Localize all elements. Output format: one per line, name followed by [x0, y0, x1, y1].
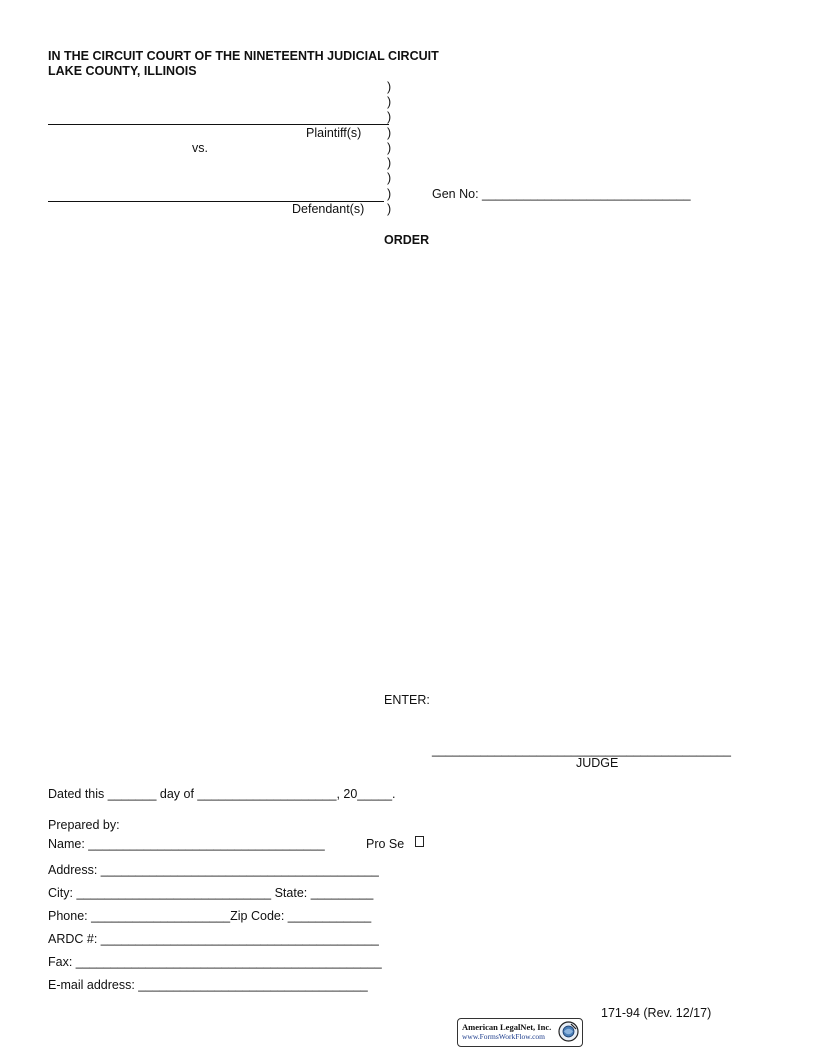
prepared-by-heading: Prepared by:: [48, 818, 120, 832]
paren: ): [387, 187, 392, 201]
judge-signature-line[interactable]: ___________________________________________: [432, 743, 731, 757]
form-number: 171-94 (Rev. 12/17): [601, 1006, 712, 1020]
paren: ): [387, 80, 392, 94]
dated-line[interactable]: Dated this _______ day of ____________________, 20_____.: [48, 787, 396, 801]
page-title: ORDER: [384, 233, 430, 247]
paren: ): [387, 202, 392, 216]
ardc-field[interactable]: ARDC #: ________________________________________: [48, 932, 379, 946]
name-field[interactable]: Name: __________________________________: [48, 837, 325, 851]
email-field[interactable]: E-mail address: _________________________________: [48, 978, 368, 992]
vs-label: vs.: [192, 141, 208, 155]
defendant-label: Defendant(s): [292, 202, 365, 216]
plaintiff-line[interactable]: [48, 124, 389, 125]
logo-company-name: American LegalNet, Inc.: [462, 1022, 552, 1032]
paren: ): [387, 156, 392, 170]
enter-label: ENTER:: [384, 693, 430, 707]
globe-icon: [558, 1021, 579, 1042]
paren: ): [387, 95, 392, 109]
judge-label: JUDGE: [576, 756, 619, 770]
paren: ): [387, 141, 392, 155]
logo-url: www.FormsWorkFlow.com: [462, 1032, 546, 1041]
paren: ): [387, 126, 392, 140]
city-state-field[interactable]: City: ____________________________ State: _________: [48, 886, 374, 900]
court-county: LAKE COUNTY, ILLINOIS: [48, 64, 197, 78]
paren: ): [387, 171, 392, 185]
address-field[interactable]: Address: ________________________________________: [48, 863, 379, 877]
fax-field[interactable]: Fax: ____________________________________________: [48, 955, 382, 969]
american-legalnet-logo[interactable]: [457, 1018, 583, 1047]
phone-zip-field[interactable]: Phone: ____________________Zip Code: ____________: [48, 909, 372, 923]
paren: ): [387, 110, 392, 124]
pro-se-label: Pro Se: [366, 837, 405, 851]
plaintiff-label: Plaintiff(s): [306, 126, 362, 140]
pro-se-checkbox[interactable]: [415, 836, 424, 847]
gen-no-field[interactable]: Gen No: ______________________________: [432, 187, 691, 201]
court-name: IN THE CIRCUIT COURT OF THE NINETEENTH JUDICIAL CIRCUIT: [48, 49, 439, 63]
